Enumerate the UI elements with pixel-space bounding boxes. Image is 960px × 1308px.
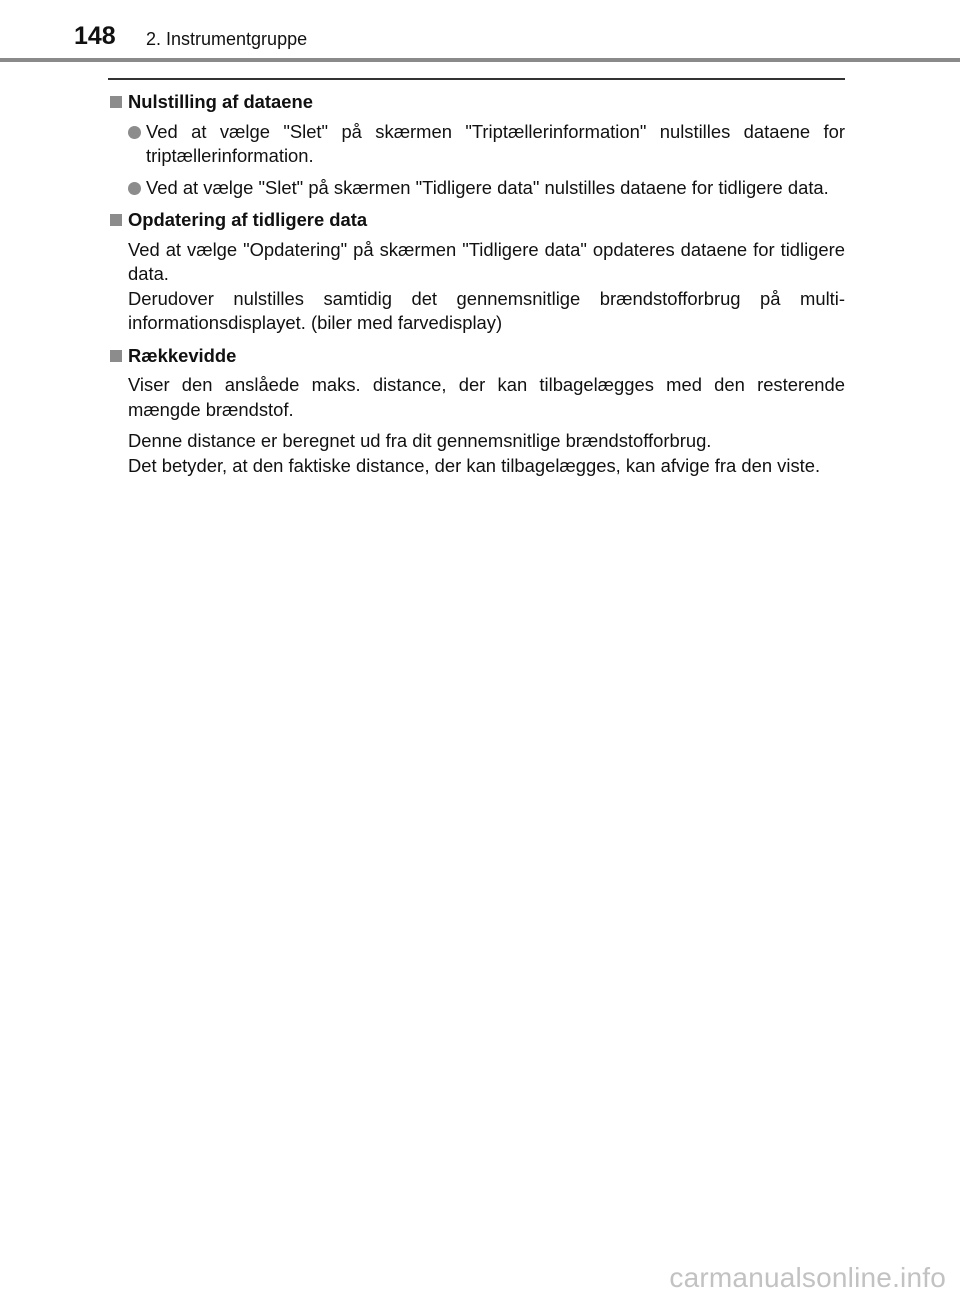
heading-text: Nulstilling af dataene <box>128 91 313 112</box>
section-update-data <box>108 208 845 336</box>
section-heading <box>108 208 845 233</box>
circle-bullet-icon <box>128 126 141 139</box>
list-item-text: Ved at vælge "Slet" på skærmen "Tidligere data" nulstilles dataene for tidligere data. <box>146 176 829 198</box>
page-content <box>108 90 845 486</box>
section-rule <box>108 78 845 80</box>
square-bullet-icon <box>110 96 122 108</box>
heading-text: Opdatering af tidligere data <box>128 209 368 230</box>
header-rule <box>0 58 960 62</box>
square-bullet-icon <box>110 214 122 226</box>
section-heading <box>108 90 845 115</box>
paragraph: Viser den anslåede maks. distance, der kan tilbagelægges med den resterende mængde brændstof. <box>128 374 845 420</box>
paragraph: Denne distance er beregnet ud fra dit gennemsnitlige brændstofforbrug. <box>128 430 712 451</box>
watermark: carmanualsonline.info <box>669 1262 946 1293</box>
section-heading <box>108 344 845 369</box>
list-item-text: Ved at vælge "Slet" på skærmen "Triptællerinformation" nulstilles dataene for triptællerinformation. <box>146 120 845 166</box>
circle-bullet-icon <box>128 182 141 195</box>
list-item <box>108 120 845 169</box>
section-range <box>108 344 845 479</box>
chapter-title: 2. Instrumentgruppe <box>146 29 308 49</box>
list-item <box>108 176 845 201</box>
page-number: 148 <box>74 22 116 50</box>
square-bullet-icon <box>110 350 122 362</box>
section-reset-data <box>108 90 845 200</box>
page-header <box>0 0 960 62</box>
paragraph: Derudover nulstilles samtidig det gennemsnitlige brændstofforbrug på multi-informationsdisplayet. (biler med farvedisplay) <box>128 287 845 333</box>
paragraph: Det betyder, at den faktiske distance, der kan tilbagelægges, kan afvige fra den viste. <box>128 454 821 476</box>
paragraph: Ved at vælge "Opdatering" på skærmen "Tidligere data" opdateres dataene for tidligere data. <box>128 238 845 284</box>
heading-text: Rækkevidde <box>128 344 237 366</box>
